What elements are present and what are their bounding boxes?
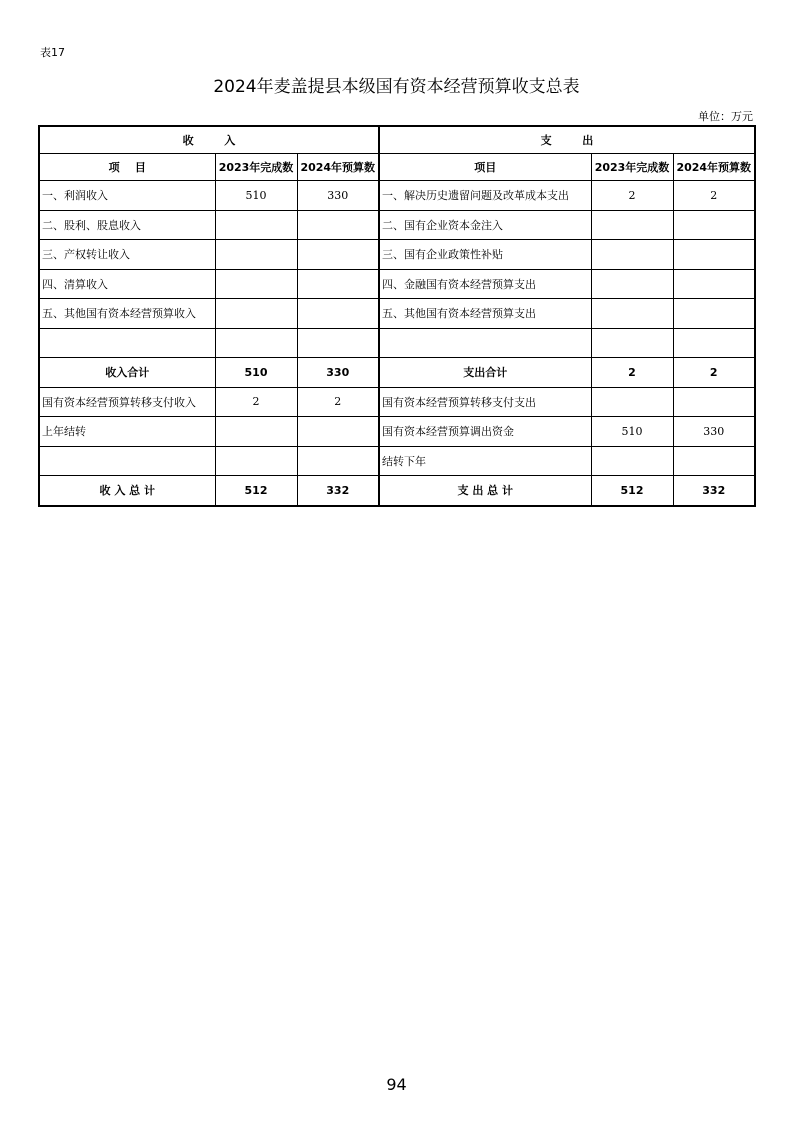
expense-2023: 510 [591, 417, 673, 447]
income-2024 [297, 269, 379, 299]
expense-2024 [673, 299, 755, 329]
income-item: 上年结转 [39, 417, 215, 447]
income-2024 [297, 328, 379, 358]
table-tag: 表17 [40, 46, 65, 59]
income-2023 [215, 446, 297, 476]
income-2023 [215, 417, 297, 447]
expense-2023 [591, 387, 673, 417]
income-2023 [215, 269, 297, 299]
income-2024 [297, 446, 379, 476]
income-2024 [297, 299, 379, 329]
income-2023 [215, 210, 297, 240]
table-row [39, 210, 755, 240]
income-total-2024: 332 [297, 476, 379, 506]
income-item [39, 446, 215, 476]
col-2023-left: 2023年完成数 [215, 154, 297, 181]
unit-label: 单位：万元 [698, 110, 753, 123]
income-header: 收 入 [39, 126, 379, 154]
income-item: 二、股利、股息收入 [39, 210, 215, 240]
income-subtotal-2023: 510 [215, 358, 297, 388]
expense-2023 [591, 299, 673, 329]
expense-2023: 2 [591, 181, 673, 211]
income-2024 [297, 240, 379, 270]
col-2024-right: 2024年预算数 [673, 154, 755, 181]
table-row [39, 299, 755, 329]
expense-2024: 330 [673, 417, 755, 447]
expense-2023 [591, 210, 673, 240]
expense-subtotal-2024: 2 [673, 358, 755, 388]
income-total-2023: 512 [215, 476, 297, 506]
col-2024-left: 2024年预算数 [297, 154, 379, 181]
expense-2024 [673, 240, 755, 270]
expense-total-2024: 332 [673, 476, 755, 506]
income-2023 [215, 328, 297, 358]
expense-2023 [591, 240, 673, 270]
income-item: 四、清算收入 [39, 269, 215, 299]
income-2024 [297, 417, 379, 447]
income-2024: 2 [297, 387, 379, 417]
expense-2024 [673, 387, 755, 417]
income-2023 [215, 299, 297, 329]
expense-item: 一、解决历史遗留问题及改革成本支出 [379, 181, 591, 211]
expense-item: 三、国有企业政策性补贴 [379, 240, 591, 270]
expense-total-label: 支 出 总 计 [379, 476, 591, 506]
expense-subtotal-2023: 2 [591, 358, 673, 388]
expense-2024 [673, 269, 755, 299]
expense-total-2023: 512 [591, 476, 673, 506]
page-number: 94 [386, 1075, 407, 1094]
page-title: 2024年麦盖提县本级国有资本经营预算收支总表 [213, 77, 580, 97]
expense-item: 五、其他国有资本经营预算支出 [379, 299, 591, 329]
income-2024: 330 [297, 181, 379, 211]
budget-table [38, 125, 756, 507]
table-row [39, 181, 755, 211]
income-2023: 510 [215, 181, 297, 211]
income-2023: 2 [215, 387, 297, 417]
expense-item: 四、金融国有资本经营预算支出 [379, 269, 591, 299]
table-row [39, 417, 755, 447]
table-row [39, 240, 755, 270]
income-subtotal-label: 收入合计 [39, 358, 215, 388]
expense-2023 [591, 328, 673, 358]
expense-item: 结转下年 [379, 446, 591, 476]
income-item: 一、利润收入 [39, 181, 215, 211]
col-item-right: 项目 [379, 154, 591, 181]
col-item-left: 项 目 [39, 154, 215, 181]
header-row-columns [39, 154, 755, 181]
total-row [39, 476, 755, 506]
table-row [39, 446, 755, 476]
subtotal-row [39, 358, 755, 388]
header-row-sections [39, 126, 755, 154]
income-2023 [215, 240, 297, 270]
expense-item: 二、国有企业资本金注入 [379, 210, 591, 240]
expense-2024 [673, 446, 755, 476]
income-item: 三、产权转让收入 [39, 240, 215, 270]
expense-item: 国有资本经营预算调出资金 [379, 417, 591, 447]
table-row [39, 269, 755, 299]
expense-item [379, 328, 591, 358]
expense-2024: 2 [673, 181, 755, 211]
table-row [39, 328, 755, 358]
income-item: 国有资本经营预算转移支付收入 [39, 387, 215, 417]
table-row [39, 387, 755, 417]
expense-header: 支 出 [379, 126, 755, 154]
expense-2024 [673, 210, 755, 240]
expense-2023 [591, 446, 673, 476]
expense-2024 [673, 328, 755, 358]
income-subtotal-2024: 330 [297, 358, 379, 388]
income-item [39, 328, 215, 358]
expense-item: 国有资本经营预算转移支付支出 [379, 387, 591, 417]
expense-2023 [591, 269, 673, 299]
income-total-label: 收 入 总 计 [39, 476, 215, 506]
income-2024 [297, 210, 379, 240]
expense-subtotal-label: 支出合计 [379, 358, 591, 388]
col-2023-right: 2023年完成数 [591, 154, 673, 181]
income-item: 五、其他国有资本经营预算收入 [39, 299, 215, 329]
